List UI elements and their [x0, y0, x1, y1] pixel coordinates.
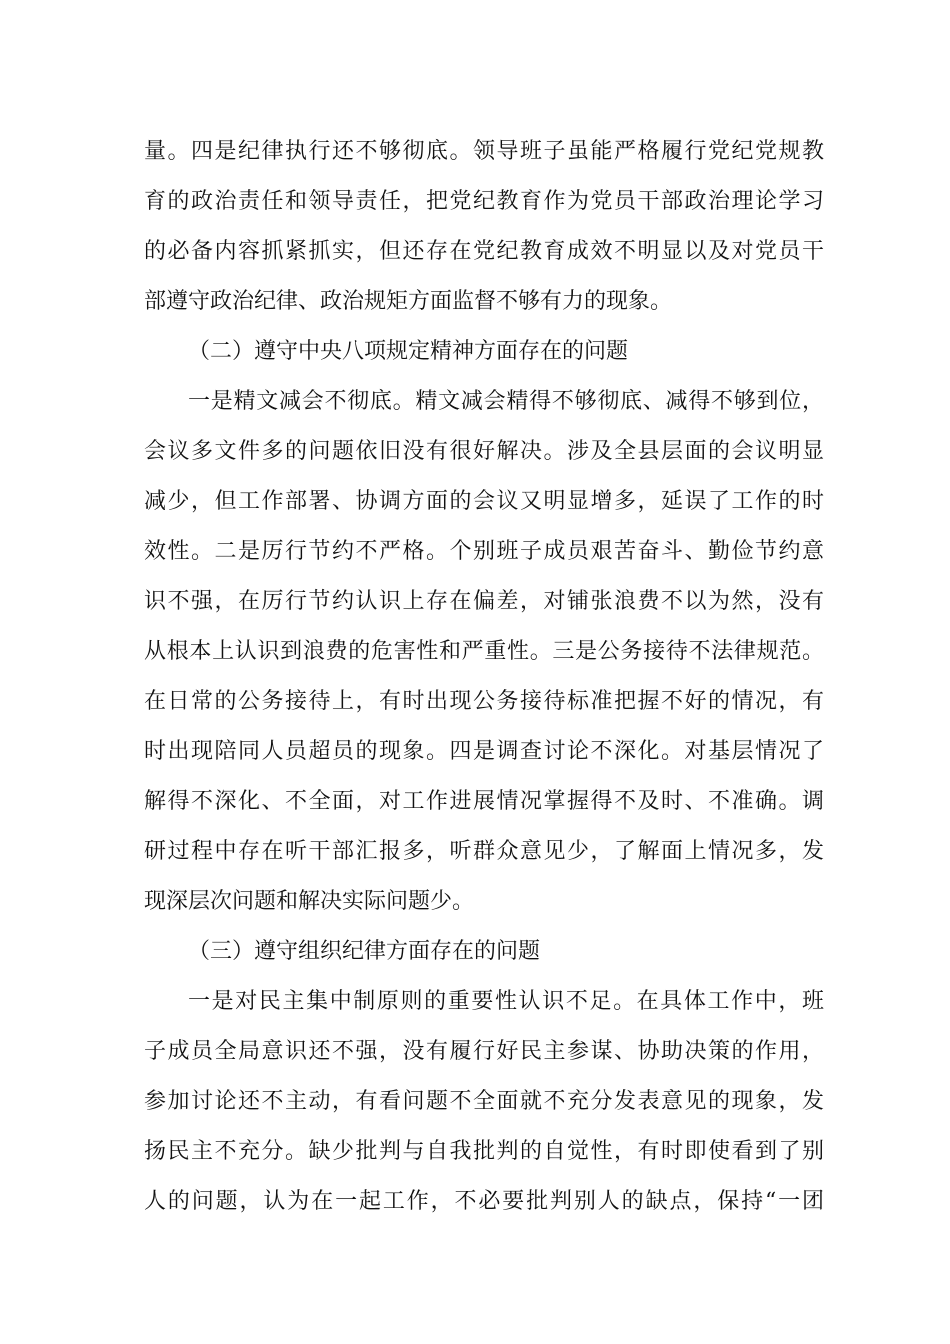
paragraph-line: 研过程中存在听干部汇报多，听群众意见少，了解面上情况多，发 — [144, 839, 824, 864]
paragraph-line: 的必备内容抓紧抓实，但还存在党纪教育成效不明显以及对党员干 — [144, 239, 824, 264]
paragraph-line: 识不强，在厉行节约认识上存在偏差，对铺张浪费不以为然，没有 — [144, 589, 824, 614]
paragraph-line: 子成员全局意识还不强，没有履行好民主参谋、协助决策的作用， — [144, 1039, 824, 1064]
paragraph-line: 效性。二是厉行节约不严格。个别班子成员艰苦奋斗、勤俭节约意 — [144, 539, 824, 564]
paragraph-line: 时出现陪同人员超员的现象。四是调查讨论不深化。对基层情况了 — [144, 739, 824, 764]
paragraph-line: 会议多文件多的问题依旧没有很好解决。涉及全县层面的会议明显 — [144, 439, 824, 464]
paragraph-line: 现深层次问题和解决实际问题少。 — [144, 889, 475, 914]
paragraph-line: 部遵守政治纪律、政治规矩方面监督不够有力的现象。 — [144, 289, 673, 314]
paragraph-line: 在日常的公务接待上，有时出现公务接待标准把握不好的情况，有 — [144, 689, 824, 714]
paragraph-line: 人的问题，认为在一起工作，不必要批判别人的缺点，保持“一团 — [144, 1189, 824, 1214]
paragraph-line: 从根本上认识到浪费的危害性和严重性。三是公务接待不法律规范。 — [144, 639, 824, 664]
paragraph-line: 一是精文减会不彻底。精文减会精得不够彻底、减得不够到位， — [188, 389, 824, 414]
section-heading: （二）遵守中央八项规定精神方面存在的问题 — [188, 339, 629, 364]
paragraph-line: 育的政治责任和领导责任，把党纪教育作为党员干部政治理论学习 — [144, 189, 824, 214]
paragraph-line: 解得不深化、不全面，对工作进展情况掌握得不及时、不准确。调 — [144, 789, 824, 814]
paragraph-line: 参加讨论还不主动，有看问题不全面就不充分发表意见的现象，发 — [144, 1089, 824, 1114]
paragraph-line: 减少，但工作部署、协调方面的会议又明显增多，延误了工作的时 — [144, 489, 824, 514]
paragraph-line: 一是对民主集中制原则的重要性认识不足。在具体工作中，班 — [188, 989, 824, 1014]
section-heading: （三）遵守组织纪律方面存在的问题 — [188, 939, 541, 964]
paragraph-line: 扬民主不充分。缺少批判与自我批判的自觉性，有时即使看到了别 — [144, 1139, 824, 1164]
paragraph-line: 量。四是纪律执行还不够彻底。领导班子虽能严格履行党纪党规教 — [144, 139, 824, 164]
